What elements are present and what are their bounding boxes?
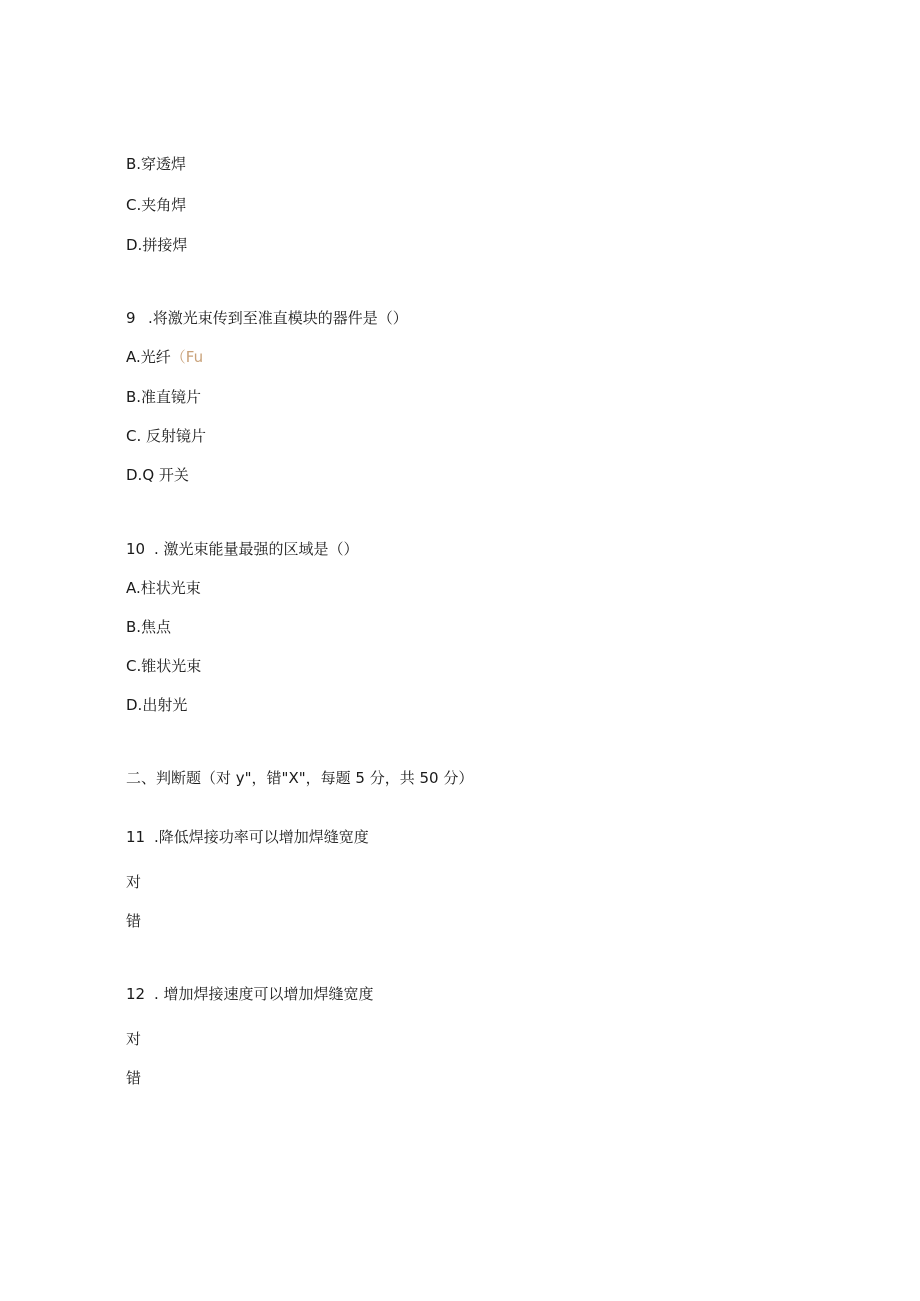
q8-option-c: C.夹角焊: [126, 196, 187, 214]
q11-stem: .降低焊接功率可以增加焊缝宽度: [154, 828, 369, 846]
q9-option-c: C. 反射镜片: [126, 427, 207, 445]
section-2-title: 二、判断题（对 y"，错"X"，每题 5 分，共 50 分）: [126, 769, 474, 787]
q12-option-true: 对: [126, 1030, 142, 1048]
q9-option-a-label: A.光纤: [126, 348, 171, 366]
q10-option-c: C.锥状光束: [126, 657, 202, 675]
q11-option-true: 对: [126, 873, 142, 891]
q8-option-d: D.拼接焊: [126, 236, 188, 254]
q10-number: 10: [126, 540, 146, 558]
q9-question: [126, 308, 408, 328]
q12-number: 12: [126, 985, 146, 1003]
q9-option-b: B.准直镜片: [126, 388, 202, 406]
q12-stem: . 增加焊接速度可以增加焊缝宽度: [154, 985, 374, 1003]
q9-option-d: D.Q 开关: [126, 466, 189, 484]
q9-option-a-annotation: （Fu: [170, 348, 204, 366]
q9-stem: .将激光束传到至准直模块的器件是（）: [148, 309, 408, 327]
q8-option-b: B.穿透焊: [126, 155, 187, 173]
q10-question: [126, 539, 359, 559]
q10-option-a: A.柱状光束: [126, 579, 201, 597]
q10-option-b: B.焦点: [126, 618, 172, 636]
q12-option-false: 错: [126, 1069, 142, 1087]
q12-question: [126, 984, 374, 1004]
q9-option-a: [126, 347, 203, 367]
q9-number: 9: [126, 309, 136, 327]
q11-number: 11: [126, 828, 146, 846]
q10-option-d: D.出射光: [126, 696, 188, 714]
q11-option-false: 错: [126, 912, 142, 930]
q11-question: [126, 827, 369, 847]
q10-stem: . 激光束能量最强的区域是（）: [154, 540, 359, 558]
